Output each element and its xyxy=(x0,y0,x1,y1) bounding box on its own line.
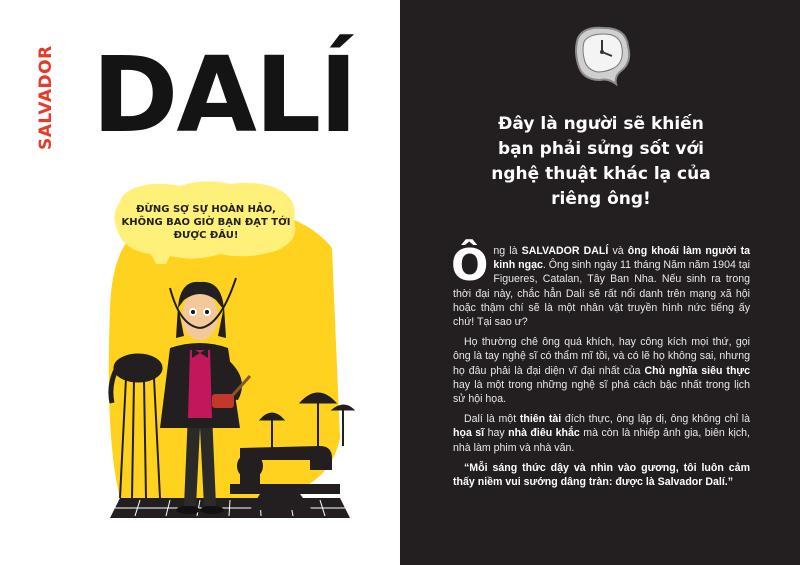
headline xyxy=(420,112,782,212)
headline-line: Đây là người sẽ khiến xyxy=(498,114,704,134)
right-page xyxy=(400,0,800,565)
paragraph-criticism: Họ thường chê ông quá khích, hay công kích mọi thứ, gọi ông là tay nghệ sĩ có thẩm mĩ tồi, và có lẽ họ không sai, nhưng họ đâu phải là đại diện vĩ đại nhất của Chủ nghĩa siêu thực hay là một trong những nghệ sĩ phá cách bậc nhất trong lịch sử hội họa. xyxy=(453,336,750,406)
paragraph-genius: Dalí là một thiên tài đích thực, ông lập dị, ông không chỉ là họa sĩ hay nhà điêu khắc mà còn là nhiếp ảnh gia, biên kịch, nhà làm phim và nhà văn. xyxy=(453,413,750,454)
title-dali: DALÍ xyxy=(92,34,356,156)
headline-line: bạn phải sửng sốt với xyxy=(498,139,704,159)
headline-line: riêng ông! xyxy=(551,189,651,209)
drop-cap: Ô xyxy=(451,240,489,291)
melting-clock-icon xyxy=(570,24,634,86)
headline-line: nghệ thuật khác lạ của xyxy=(491,164,711,184)
paragraph-intro: Ông là SALVADOR DALÍ và ông khoái làm người ta kinh ngạc. Ông sinh ngày 11 tháng Năm năm 1904 tại Figueres, Catalan, Tây Ban Nha. Nếu sinh ra trong thời đại này, chắc hẳn Dalí sẽ rất nổi danh trên mạng xã hội hoặc thậm chí sẽ là một nhân vật truyền hình nức tiếng ấy chứ! Tại sao ư? xyxy=(451,240,751,329)
dali-quote: “Mỗi sáng thức dậy và nhìn vào gương, tôi luôn cảm thấy niềm vui sướng dâng tràn: được là Salvador Dalí.” xyxy=(453,461,750,489)
body-text xyxy=(451,240,751,495)
speech-bubble-text: ĐỪNG SỢ SỰ HOÀN HẢO, KHÔNG BAO GIỜ BẠN ĐẠT TỚI ĐƯỢC ĐÂU! xyxy=(121,204,291,241)
first-name-label: SALVADOR xyxy=(36,45,56,150)
